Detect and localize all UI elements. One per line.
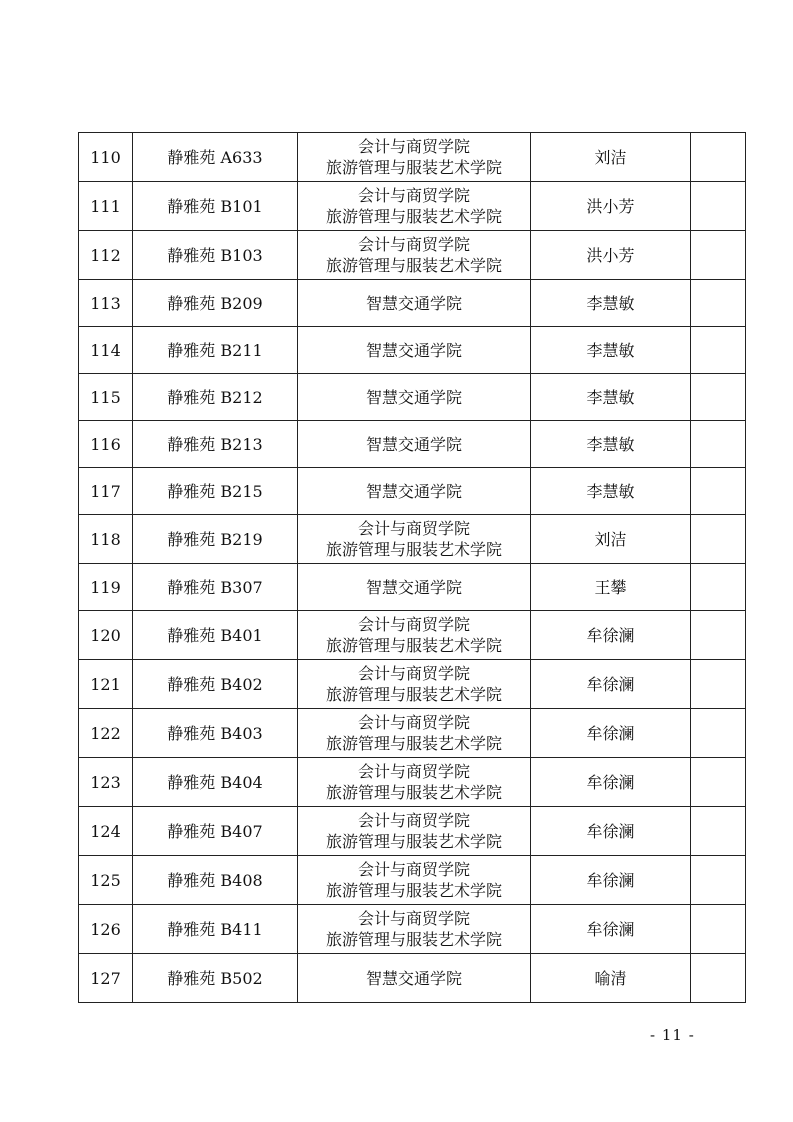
remark-cell [691,905,746,954]
table-row [79,564,746,611]
room-cell: 静雅苑 A633 [133,133,298,182]
room-cell: 静雅苑 B404 [133,758,298,807]
row-number-cell: 112 [79,231,133,280]
remark-cell [691,468,746,515]
college-name: 旅游管理与服装艺术学院 [325,783,502,802]
college-name: 旅游管理与服装艺术学院 [325,685,502,704]
college-cell [298,515,531,564]
college-cell [298,374,531,421]
college-name: 会计与商贸学院 [357,186,470,205]
college-name: 会计与商贸学院 [357,137,470,156]
person-cell: 王攀 [531,564,691,611]
remark-cell [691,133,746,182]
row-number-cell: 115 [79,374,133,421]
college-name: 会计与商贸学院 [357,519,470,538]
college-cell [298,231,531,280]
remark-cell [691,611,746,660]
room-cell: 静雅苑 B101 [133,182,298,231]
college-cell [298,182,531,231]
college-name: 智慧交通学院 [365,340,462,360]
college-cell [298,905,531,954]
room-cell: 静雅苑 B407 [133,807,298,856]
room-cell: 静雅苑 B307 [133,564,298,611]
row-number-cell: 127 [79,954,133,1003]
college-cell [298,564,531,611]
person-cell: 洪小芳 [531,182,691,231]
person-cell: 刘洁 [531,133,691,182]
college-name: 智慧交通学院 [365,293,462,313]
college-name: 会计与商贸学院 [357,235,470,254]
room-cell: 静雅苑 B403 [133,709,298,758]
college-name: 会计与商贸学院 [357,860,470,879]
college-name: 旅游管理与服装艺术学院 [325,256,502,275]
college-cell [298,133,531,182]
room-cell: 静雅苑 B212 [133,374,298,421]
person-cell: 李慧敏 [531,421,691,468]
remark-cell [691,564,746,611]
table-row [79,611,746,660]
row-number-cell: 120 [79,611,133,660]
remark-cell [691,660,746,709]
college-name: 智慧交通学院 [365,434,462,454]
room-cell: 静雅苑 B213 [133,421,298,468]
room-cell: 静雅苑 B103 [133,231,298,280]
remark-cell [691,709,746,758]
row-number-cell: 117 [79,468,133,515]
page-number: - 11 - [650,1026,695,1044]
room-cell: 静雅苑 B408 [133,856,298,905]
college-cell [298,954,531,1003]
person-cell: 牟徐澜 [531,807,691,856]
table-row [79,374,746,421]
room-cell: 静雅苑 B411 [133,905,298,954]
remark-cell [691,954,746,1003]
table-row [79,515,746,564]
person-cell: 牟徐澜 [531,709,691,758]
college-name: 旅游管理与服装艺术学院 [325,540,502,559]
college-name: 智慧交通学院 [365,968,462,988]
college-name: 会计与商贸学院 [357,811,470,830]
college-cell [298,758,531,807]
person-cell: 刘洁 [531,515,691,564]
college-cell [298,280,531,327]
dormitory-assignment-table [78,132,746,1003]
table-row [79,807,746,856]
row-number-cell: 118 [79,515,133,564]
row-number-cell: 114 [79,327,133,374]
remark-cell [691,856,746,905]
college-cell [298,807,531,856]
college-name: 会计与商贸学院 [357,909,470,928]
college-cell [298,660,531,709]
college-name: 旅游管理与服装艺术学院 [325,158,502,177]
college-cell [298,468,531,515]
college-name: 会计与商贸学院 [357,762,470,781]
room-cell: 静雅苑 B401 [133,611,298,660]
table-row [79,954,746,1003]
room-cell: 静雅苑 B502 [133,954,298,1003]
row-number-cell: 119 [79,564,133,611]
person-cell: 牟徐澜 [531,856,691,905]
row-number-cell: 123 [79,758,133,807]
person-cell: 李慧敏 [531,327,691,374]
person-cell: 李慧敏 [531,468,691,515]
college-name: 旅游管理与服装艺术学院 [325,832,502,851]
room-cell: 静雅苑 B209 [133,280,298,327]
college-name: 智慧交通学院 [365,481,462,501]
table-row [79,709,746,758]
room-cell: 静雅苑 B215 [133,468,298,515]
room-cell: 静雅苑 B211 [133,327,298,374]
table-row [79,905,746,954]
table-row [79,468,746,515]
row-number-cell: 111 [79,182,133,231]
row-number-cell: 124 [79,807,133,856]
table-row [79,660,746,709]
college-name: 旅游管理与服装艺术学院 [325,734,502,753]
college-cell [298,421,531,468]
college-name: 旅游管理与服装艺术学院 [325,207,502,226]
table-row [79,133,746,182]
college-name: 智慧交通学院 [365,387,462,407]
person-cell: 洪小芳 [531,231,691,280]
remark-cell [691,421,746,468]
row-number-cell: 116 [79,421,133,468]
remark-cell [691,280,746,327]
table-row [79,182,746,231]
table-body [79,133,746,1003]
person-cell: 喻清 [531,954,691,1003]
table-row [79,856,746,905]
college-name: 旅游管理与服装艺术学院 [325,636,502,655]
college-name: 旅游管理与服装艺术学院 [325,930,502,949]
college-cell [298,327,531,374]
person-cell: 李慧敏 [531,280,691,327]
room-cell: 静雅苑 B402 [133,660,298,709]
person-cell: 牟徐澜 [531,905,691,954]
table-row [79,280,746,327]
row-number-cell: 125 [79,856,133,905]
row-number-cell: 122 [79,709,133,758]
table-row [79,231,746,280]
remark-cell [691,758,746,807]
college-name: 会计与商贸学院 [357,615,470,634]
remark-cell [691,515,746,564]
person-cell: 牟徐澜 [531,758,691,807]
row-number-cell: 110 [79,133,133,182]
remark-cell [691,231,746,280]
person-cell: 牟徐澜 [531,660,691,709]
college-cell [298,856,531,905]
remark-cell [691,327,746,374]
room-cell: 静雅苑 B219 [133,515,298,564]
remark-cell [691,807,746,856]
remark-cell [691,374,746,421]
college-cell [298,709,531,758]
college-name: 智慧交通学院 [365,577,462,597]
college-name: 旅游管理与服装艺术学院 [325,881,502,900]
remark-cell [691,182,746,231]
person-cell: 牟徐澜 [531,611,691,660]
table-row [79,421,746,468]
college-name: 会计与商贸学院 [357,664,470,683]
college-name: 会计与商贸学院 [357,713,470,732]
row-number-cell: 126 [79,905,133,954]
table-row [79,327,746,374]
row-number-cell: 121 [79,660,133,709]
row-number-cell: 113 [79,280,133,327]
person-cell: 李慧敏 [531,374,691,421]
table-row [79,758,746,807]
college-cell [298,611,531,660]
